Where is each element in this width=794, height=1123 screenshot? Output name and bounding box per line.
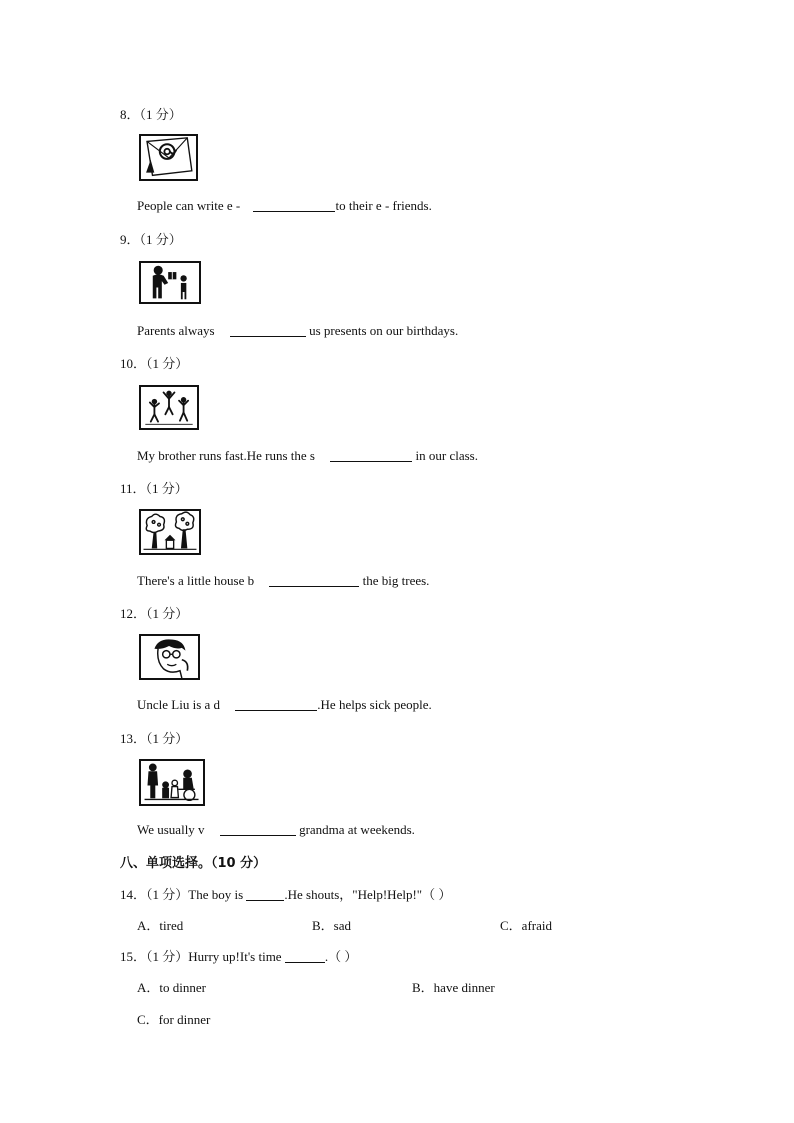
question-14-stem-after: .He shouts，"Help!Help!"（ ）: [284, 887, 452, 902]
sentence-13-after: grandma at weekends.: [299, 822, 415, 837]
sentence-11-after: the big trees.: [362, 573, 430, 588]
q14-option-c[interactable]: C．afraid: [500, 918, 552, 933]
sentence-9: [137, 323, 458, 339]
sentence-12-before: Uncle Liu is a d: [137, 697, 221, 712]
question-8-label: 8．（1 分）: [120, 107, 182, 122]
blank-14[interactable]: [246, 888, 284, 901]
blank-8[interactable]: [253, 199, 335, 212]
sentence-13: [137, 822, 415, 838]
blank-12[interactable]: [235, 698, 317, 711]
blank-10[interactable]: [330, 449, 412, 462]
question-14-stem: [120, 884, 451, 903]
section-title: 八、单项选择。（10 分）: [120, 856, 267, 871]
question-11-label: 11．（1 分）: [120, 481, 188, 496]
sentence-12: [137, 697, 432, 713]
sentence-8: [137, 198, 432, 214]
sentence-12-after: .He helps sick people.: [317, 697, 432, 712]
sentence-10-after: in our class.: [415, 448, 478, 463]
question-9-label: 9．（1 分）: [120, 232, 182, 247]
blank-9[interactable]: [230, 324, 306, 337]
question-12-label: 12．（1 分）: [120, 606, 189, 621]
question-15-stem-after: .（ ）: [324, 949, 358, 964]
email-at-icon: [139, 134, 198, 181]
parent-gives-gift-icon: [139, 261, 201, 304]
question-15-stem-before: 15．（1 分）Hurry up!It's time: [120, 949, 282, 964]
sentence-8-after: to their e - friends.: [335, 198, 432, 213]
blank-15[interactable]: [285, 950, 325, 963]
sentence-9-before: Parents always: [137, 323, 215, 338]
blank-11[interactable]: [269, 574, 359, 587]
sentence-10: [137, 448, 478, 464]
sentence-8-before: People can write e -: [137, 198, 241, 213]
q15-option-a[interactable]: A．to dinner: [137, 980, 206, 995]
sentence-13-before: We usually v: [137, 822, 205, 837]
question-14-stem-before: 14．（1 分）The boy is: [120, 887, 244, 902]
q14-option-a[interactable]: A．tired: [137, 918, 184, 933]
question-15-stem: [120, 946, 357, 965]
sentence-9-after: us presents on our birthdays.: [309, 323, 459, 338]
sentence-11-before: There's a little house b: [137, 573, 255, 588]
question-10-label: 10．（1 分）: [120, 356, 189, 371]
blank-13[interactable]: [220, 823, 296, 836]
running-race-icon: [139, 385, 199, 430]
doctor-face-icon: [139, 634, 200, 680]
visit-grandma-icon: [139, 759, 205, 806]
question-13-label: 13．（1 分）: [120, 731, 189, 746]
house-between-trees-icon: [139, 509, 201, 555]
q14-option-b[interactable]: B．sad: [312, 918, 352, 933]
sentence-11: [137, 573, 429, 589]
sentence-10-before: My brother runs fast.He runs the s: [137, 448, 315, 463]
q15-option-b[interactable]: B．have dinner: [412, 980, 495, 995]
q15-option-c[interactable]: C．for dinner: [137, 1012, 211, 1027]
